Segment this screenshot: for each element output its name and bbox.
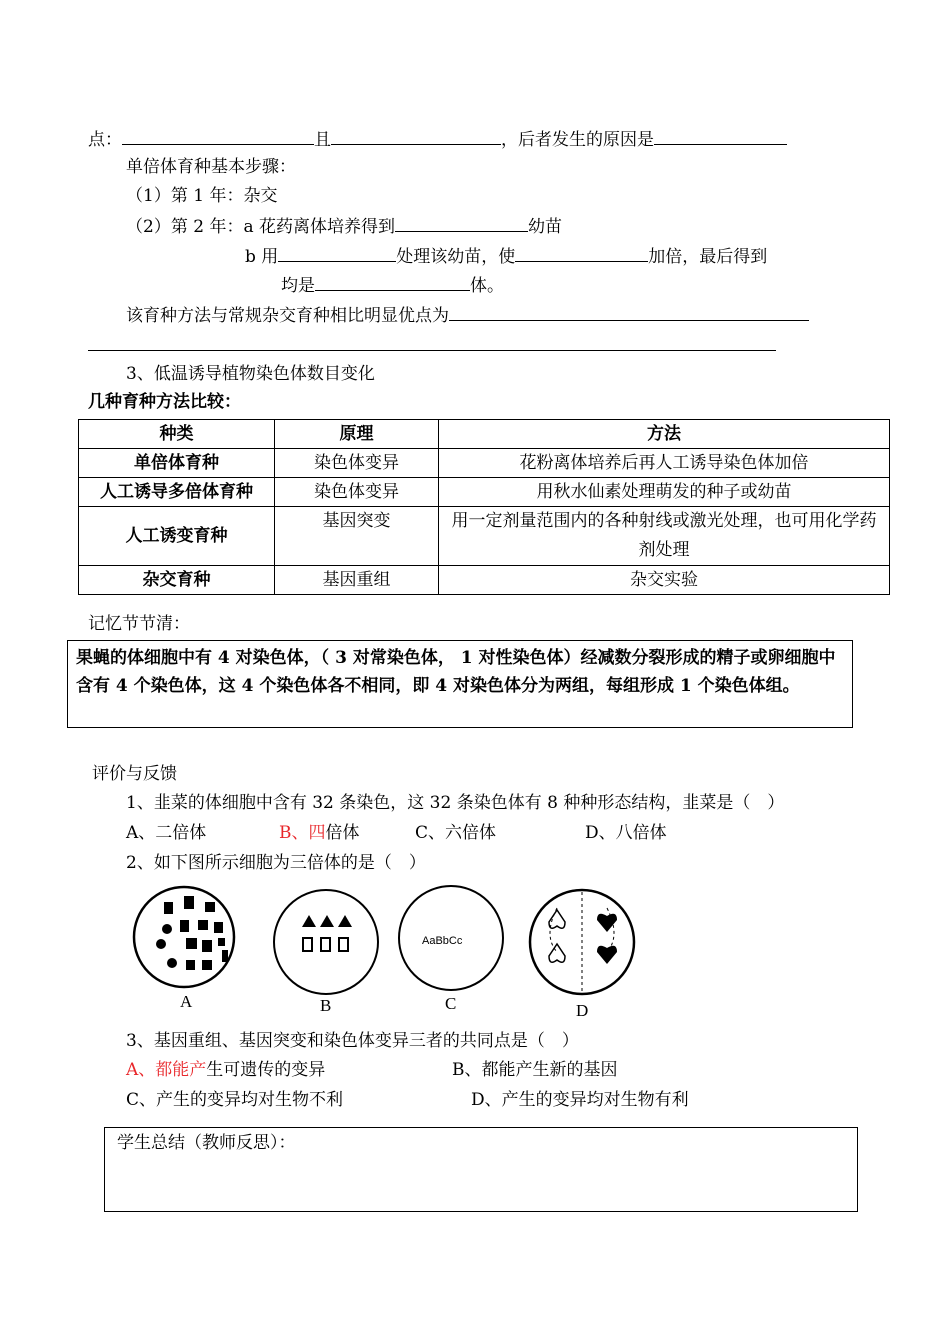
q1-option-b-rest: 倍体 bbox=[325, 823, 360, 843]
q3-stem: 3、基因重组、基因突变和染色体变异三者的共同点是（ ） bbox=[126, 1031, 579, 1051]
blank-result[interactable] bbox=[315, 272, 470, 291]
row-principle: 染色体变异 bbox=[275, 449, 439, 478]
table-header-row bbox=[79, 420, 890, 449]
blank-2[interactable] bbox=[331, 126, 501, 145]
cell-label-a: A bbox=[180, 992, 193, 1011]
q1-option-b-answer: B、四 bbox=[279, 823, 326, 843]
table-row bbox=[79, 507, 890, 566]
feedback-title: 评价与反馈 bbox=[92, 764, 177, 784]
and-text: 且 bbox=[314, 130, 331, 150]
row-kind: 杂交育种 bbox=[79, 566, 275, 595]
step-c-suffix: 体。 bbox=[470, 276, 504, 296]
step-c-prefix: 均是 bbox=[281, 276, 315, 296]
blank-treatment[interactable] bbox=[278, 243, 396, 262]
cell-label-b: B bbox=[320, 996, 332, 1015]
table-row bbox=[79, 478, 890, 507]
blank-seedling[interactable] bbox=[395, 213, 528, 232]
low-temp-heading: 3、低温诱导植物染色体数目变化 bbox=[126, 364, 375, 384]
blank-advantage-2[interactable] bbox=[88, 350, 776, 351]
haploid-steps-title: 单倍体育种基本步骤： bbox=[126, 157, 296, 177]
blank-1[interactable] bbox=[122, 126, 314, 145]
table-row bbox=[79, 566, 890, 595]
table-row bbox=[79, 449, 890, 478]
point-line bbox=[88, 126, 787, 152]
header-principle: 原理 bbox=[275, 420, 439, 449]
q3-option-c[interactable]: C、产生的变异均对生物不利 bbox=[126, 1090, 344, 1110]
haploid-step-c bbox=[281, 272, 504, 298]
q1-option-c[interactable]: C、六倍体 bbox=[415, 823, 497, 843]
q3-option-d[interactable]: D、产生的变异均对生物有利 bbox=[471, 1090, 689, 1110]
advantage-text: 该育种方法与常规杂交育种相比明显优点为 bbox=[126, 306, 449, 326]
blank-double[interactable] bbox=[515, 243, 648, 262]
haploid-step-2 bbox=[126, 213, 562, 239]
cell-c[interactable] bbox=[399, 886, 503, 1013]
cell-a[interactable] bbox=[134, 887, 234, 1011]
memory-label: 记忆节节清： bbox=[88, 614, 190, 634]
row-method: 用一定剂量范围内的各种射线或激光处理，也可用化学药剂处理 bbox=[439, 507, 890, 566]
q3-option-a[interactable] bbox=[126, 1058, 325, 1082]
step2-suffix: 幼苗 bbox=[527, 217, 562, 237]
memory-box: 果蝇的体细胞中有 4 对染色体，（ 3 对常染色体， 1 对性染色体）经减数分裂形成的精子或卵细胞中含有 4 个染色体，这 4 个染色体各不相同，即 4 对染色体分为两组，每组形成 1 个染色体组。 bbox=[67, 640, 853, 728]
cell-d[interactable] bbox=[530, 890, 634, 1020]
q2-stem: 2、如下图所示细胞为三倍体的是（ ） bbox=[126, 853, 426, 873]
cell-b[interactable] bbox=[274, 890, 378, 1015]
haploid-step-1: （1）第 1 年：杂交 bbox=[126, 186, 278, 206]
row-method: 花粉离体培养后再人工诱导染色体加倍 bbox=[439, 449, 890, 478]
summary-box[interactable] bbox=[104, 1127, 858, 1212]
row-kind: 人工诱变育种 bbox=[79, 507, 275, 566]
q1-option-d[interactable]: D、八倍体 bbox=[585, 823, 667, 843]
comparison-title: 几种育种方法比较： bbox=[88, 392, 241, 412]
step-b-mid: 处理该幼苗，使 bbox=[396, 247, 516, 267]
q3-option-a-answer: A、都能产 bbox=[126, 1060, 207, 1080]
summary-label: 学生总结（教师反思）： bbox=[117, 1133, 296, 1153]
cell-label-d: D bbox=[576, 1001, 589, 1020]
row-principle: 基因突变 bbox=[275, 507, 439, 566]
header-method: 方法 bbox=[439, 420, 890, 449]
header-kind: 种类 bbox=[79, 420, 275, 449]
q3-option-a-rest: 生可遗传的变异 bbox=[206, 1060, 326, 1080]
q1-option-b[interactable] bbox=[279, 821, 360, 845]
q3-option-b[interactable]: B、都能产生新的基因 bbox=[452, 1060, 618, 1080]
reason-text: ，后者发生的原因是 bbox=[501, 130, 654, 150]
haploid-step-b bbox=[245, 243, 767, 269]
step-b-prefix: b 用 bbox=[245, 247, 279, 267]
step2-prefix: （2）第 2 年：a 花药离体培养得到 bbox=[126, 217, 395, 237]
row-principle: 染色体变异 bbox=[275, 478, 439, 507]
row-method: 用秋水仙素处理萌发的种子或幼苗 bbox=[439, 478, 890, 507]
row-kind: 人工诱导多倍体育种 bbox=[79, 478, 275, 507]
cell-c-genotype: AaBbCc bbox=[422, 935, 463, 947]
row-kind: 单倍体育种 bbox=[79, 449, 275, 478]
comparison-table bbox=[78, 419, 890, 595]
cell-label-c: C bbox=[445, 994, 457, 1013]
step-b-suffix: 加倍，最后得到 bbox=[648, 247, 768, 267]
blank-advantage[interactable] bbox=[449, 302, 809, 321]
q1-stem: 1、韭菜的体细胞中含有 32 条染色，这 32 条染色体有 8 种种形态结构，韭菜是（ ） bbox=[126, 793, 785, 813]
point-label: 点： bbox=[88, 130, 122, 150]
advantage-line bbox=[126, 302, 809, 328]
cell-diagrams bbox=[120, 880, 680, 1020]
q1-option-a[interactable]: A、二倍体 bbox=[126, 823, 207, 843]
blank-3[interactable] bbox=[654, 126, 787, 145]
row-principle: 基因重组 bbox=[275, 566, 439, 595]
row-method: 杂交实验 bbox=[439, 566, 890, 595]
